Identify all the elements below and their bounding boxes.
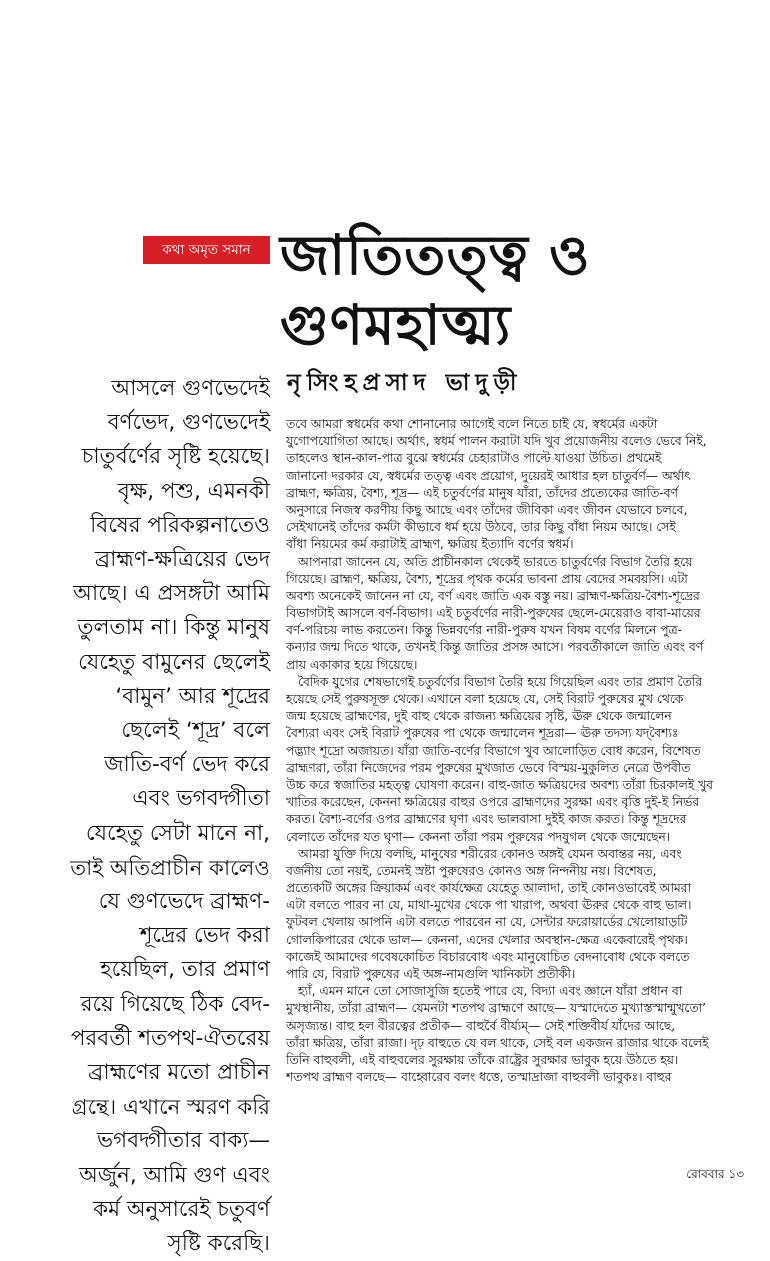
pull-quote-line: চাতুর্বর্ণের সৃষ্টি হয়েছে। xyxy=(81,444,270,470)
body-text-line: আমরা যুক্তি দিয়ে বলছি, মানুষের শরীরের কোনও অঙ্গই যেমন অবান্তর নয়, এবং xyxy=(298,846,682,861)
body-text-line: বিভাগটাই আসলে বর্ণ-বিভাগ। এই চতুর্বর্ণের নারী-পুরুষের ছেলে-মেয়েরাও বাবা-মায়ের xyxy=(286,606,701,621)
body-text-line: বৈশ্যরা এবং সেই বিরাট পুরুষের পা থেকে জন্মালেন শূদ্ররা— ঊরু তদস্য যদ্‌বৈশ্যঃ xyxy=(286,726,679,741)
body-text-line: পারি যে, বিরাট পুরুষের এই অঙ্গ-নামগুলি খানিকটা প্রতীকী। xyxy=(286,967,576,981)
section-tag: কথা অমৃত সমান xyxy=(143,236,270,264)
body-text-line: বেলাতে তাঁদের যত ঘৃণা— কেননা তাঁরা পরম পুরুষের পদযুগল থেকে জন্মেছেন। xyxy=(286,829,671,844)
pull-quote-line: ছেলেই ‘শূদ্র’ বলে xyxy=(121,718,270,744)
pull-quote-line: জাতি-বর্ণ ভেদ করে xyxy=(104,752,270,778)
body-text-line: গিয়েছে। ব্রাহ্মণ, ক্ষত্রিয়, বৈশ্য, শূদ্রের পৃথক কর্মের ভাবনা প্রায় বেদের সমবয়সি। এটা xyxy=(286,571,688,586)
pull-quote-line: হয়েছিল, তার প্রমাণ xyxy=(100,957,270,983)
body-text-line: তবে আমরা স্বধর্মের কথা শোনানোর আগেই বলে নিতে চাই যে, স্বধর্মের একটা xyxy=(286,417,658,431)
body-text-line: খাতির করেছেন, কেননা ক্ষত্রিয়ের বাহুর ওপরে ব্রাহ্মণদের সুরক্ষা এবং বৃত্তি দুই-ই নির্ভর xyxy=(286,795,699,810)
pull-quote-line: তুলতাম না। কিন্তু মানুষ xyxy=(77,615,270,641)
pull-quote-line: রয়ে গিয়েছে ঠিক বেদ- xyxy=(80,991,270,1017)
pull-quote-line: ব্রাহ্মণের মতো প্রাচীন xyxy=(88,1060,270,1086)
body-text-line: অনুসারে নিজস্ব করণীয় কিছু আছে এবং তাঁদের জীবিকা এবং জীবন যেভাবে চলবে, xyxy=(286,502,688,517)
body-text-line: যুগোপযোগিতা আছে। অর্থাৎ, স্বধর্ম পালন করাটা যদি খুব প্রয়োজনীয় বলেও ভেবে নিই, xyxy=(286,434,707,449)
pull-quote-line: কর্ম অনুসারেই চতুবর্ণ xyxy=(93,1196,270,1222)
pull-quote-line: শূদ্রের ভেদ করা xyxy=(139,923,270,949)
body-text-line: ব্রাহ্মণ, ক্ষত্রিয়, বৈশ্য, শূদ্র— এই চতুর্বর্ণের মানুষ যাঁরা, তাঁদের প্রত্যেকের জাতি-বর্ণ xyxy=(286,485,678,500)
body-text-line: বর্ণ-পরিচয় লাভ করতেন। কিন্তু ভিন্নবর্ণের নারী-পুরুষ যখন বিষম বর্ণের মিলনে পুত্র- xyxy=(286,623,683,638)
pull-quote-line: যেহেতু বামুনের ছেলেই xyxy=(78,649,270,675)
pull-quote-line: যেহেতু সেটা মানে না, xyxy=(85,820,270,846)
pull-quote-line: বিষের পরিকল্পনাতেও xyxy=(90,512,270,538)
pull-quote-line: যে গুণভেদে ব্রাহ্মণ- xyxy=(98,889,270,915)
body-text-line: প্রত্যেকটি অঙ্গের ক্রিয়াকর্ম এবং কার্যক্ষেত্র যেহেতু আলাদা, তাই কোনওভাবেই আমরা xyxy=(286,881,692,896)
body-text-line: সেইখানেই তাঁদের কর্মটা কীভাবে ধর্ম হয়ে উঠবে, তার কিছু বাঁধা নিয়ম আছে। সেই xyxy=(286,520,676,535)
body-text-line: আপনারা জানেন যে, অতি প্রাচীনকাল থেকেই ভারতে চাতুর্বর্ণের বিভাগ তৈরি হয়ে xyxy=(298,554,693,569)
body-text-line: কন্যার জন্ম দিতে থাকে, তখনই কিন্তু জাতির প্রসঙ্গ আসে। পরবর্তীকালে জাতি এবং বর্ণ xyxy=(286,640,704,655)
body-text-line: তাঁরা ক্ষত্রিয়, তাঁরা রাজা। দৃঢ় বাহুতে যে বল থাকে, সেই বল একজন রাজার থাকে বলেই xyxy=(286,1035,709,1050)
pull-quote-line: ‘বামুন’ আর শূদ্রের xyxy=(115,683,270,709)
body-text-line: পদ্ভ্যাং শূদ্রো অজায়ত। যাঁরা জাতি-বর্ণের বিভাগে খুব আলোড়িত বোধ করেন, বিশেষত xyxy=(286,743,701,758)
body-text-line: কাজেই আমাদের গবেষকোচিত বিচারবোধ এবং মানুষোচিত বেদনাবোধ থেকে বলতে xyxy=(286,949,690,964)
body-text-line: বৈদিক যুগের শেষভাগেই চতুর্বর্ণের বিভাগ তৈরি হয়ে গিয়েছিল এবং তার প্রমাণ তৈরি xyxy=(298,674,702,689)
body-text-line: বর্জনীয় তো নয়ই, তেমনই স্রষ্টা পুরুষেরও কোনও অঙ্গ নিন্দনীয় নয়। বিশেষত, xyxy=(286,863,657,878)
title-line: জাতিতত্ত্ব ও xyxy=(280,223,591,287)
body-text-line: অবশ্য অনেকেই জানেন না যে, বর্ণ এবং জাতি এক বস্তু নয়। ব্রাহ্মণ-ক্ষত্রিয়-বৈশ্য-শূদ্রের xyxy=(286,588,700,603)
body-text-line: এটা বলতে পারব না যে, মাথা-মুখের থেকে পা খারাপ, অথবা ঊরুর থেকে বাহু ভাল। xyxy=(286,898,692,913)
body-text-line: ব্রাহ্মণরা, তাঁরা নিজেদের পরম পুরুষের মুখজাত ভেবে বিস্ময়-মুকুলিত নেত্রে উপবীত xyxy=(286,760,691,775)
body-text-line: তিনি বাহুবলী, এই বাহুবলের সুরক্ষায় তাঁকে রাষ্ট্রের সুরক্ষার ভাবুক হয়ে উঠতে হয়। xyxy=(286,1052,679,1067)
pull-quote-line: আছে। এ প্রসঙ্গটা আমি xyxy=(73,581,270,607)
body-text-line: জন্ম হয়েছে ব্রাহ্মণের, দুই বাহু থেকে রাজন্য ক্ষত্রিয়ের সৃষ্টি, ঊরু থেকে জন্মালেন xyxy=(286,709,672,724)
pull-quote-line: আসলে গুণভেদেই xyxy=(111,376,270,401)
body-text-line: অসৃজ্যন্ত। বাহু হল বীরত্বের প্রতীক— বাহুর্বৈ বীর্য্যম্‌— সেই শক্তিবীর্য যাঁদের আছে, xyxy=(286,1018,676,1033)
body-text-line: বাঁধা নিয়মের কর্ম করাটাই ব্রাহ্মণ, ক্ষত্রিয় ইত্যাদি বর্ণের স্বধর্ম। xyxy=(286,537,574,552)
body-text-line: মুখস্থানীয়, তাঁরা ব্রাহ্মণ— যেমনটা শতপথ ব্রাহ্মণে আছে— যস্মাদেতে মুখ্যাস্তস্মান্মুখতো’ xyxy=(286,1001,707,1016)
body-text-line: তাহলেও স্থান-কাল-পাত্র বুঝে স্বধর্মের চেহারাটাও পাল্টে যাওয়া উচিত। প্রথমেই xyxy=(286,451,662,466)
body-text-line: জানানো দরকার যে, স্বধর্মের তত্ত্ব এবং প্রয়োগ, দুয়েরই আধার হল চাতুর্বর্ণ— অর্থাৎ xyxy=(286,468,691,483)
author-byline: নৃসিংহপ্রসাদ ভাদুড়ী xyxy=(287,370,523,396)
body-text-line: উচ্চ করে স্বজাতির মহত্ত্ব ঘোষণা করেন। বাহু-জাত ক্ষত্রিয়দের অবশ্য তাঁরা চিরকালই খুব xyxy=(286,777,713,792)
body-text-line: হয়েছে সেই পুরুষসূক্ত থেকে। এখানে বলা হয়েছে যে, সেই বিরাট পুরুষের মুখ থেকে xyxy=(286,692,684,706)
pull-quote-line: অর্জুন, আমি গুণ এবং xyxy=(79,1162,270,1188)
title-line: গুণমহাত্ম্য xyxy=(280,293,512,357)
pull-quote-line: ব্রাহ্মণ-ক্ষত্রিয়ের ভেদ xyxy=(94,547,270,573)
pull-quote-line: বৃক্ষ, পশু, এমনকী xyxy=(117,478,270,504)
body-text-line: হ্যাঁ, এমন মানে তো সোজাসুজি হতেই পারে যে, বিদ্যা এবং জ্ঞানে যাঁরা প্রধান বা xyxy=(298,984,683,999)
article-title xyxy=(280,220,750,360)
pull-quote-line: গ্রন্থে। এখানে স্মরণ করি xyxy=(71,1094,270,1120)
article-body xyxy=(286,416,752,1086)
pull-quote xyxy=(70,372,270,1261)
body-text-line: গোলকিপারের থেকে ভাল— কেননা, এদের খেলার অবস্থান-ক্ষেত্র একেবারেই পৃথক। xyxy=(286,932,688,947)
pull-quote-line: ভগবদ্গীতার বাক্য— xyxy=(97,1128,270,1154)
pull-quote-line: বর্ণভেদ, গুণভেদেই xyxy=(107,410,270,436)
pull-quote-line: সৃষ্টি করেছি। xyxy=(167,1231,270,1257)
body-text-line: প্রায় একাকার হয়ে গিয়েছে। xyxy=(286,657,418,672)
page-folio: রোববার ১৩ xyxy=(686,1167,744,1181)
body-text-line: শতপথ ব্রাহ্মণ বলছে— বাহ্বোরেব বলং ধত্তে, তস্মাদ্রাজা বাহুবলী ভাবুকঃ। বাহুর xyxy=(286,1070,672,1085)
pull-quote-line: তাই অতিপ্রাচীন কালেও xyxy=(70,854,270,880)
pull-quote-line: এবং ভগবদ্গীতা xyxy=(132,786,270,812)
body-text-line: ফুটবল খেলায় আপনি এটা বলতে পারবেন না যে, সেন্টার ফরোয়ার্ডের খেলোয়াড়টি xyxy=(286,915,688,930)
pull-quote-line: পরবর্তী শতপথ-ঐতরেয় xyxy=(70,1025,270,1051)
body-text-line: করত। বৈশ্য-বর্ণের ওপর ব্রাহ্মণের ঘৃণা এবং ভালবাসা দুইই কাজ করত। কিন্তু শূদ্রদের xyxy=(286,812,687,827)
